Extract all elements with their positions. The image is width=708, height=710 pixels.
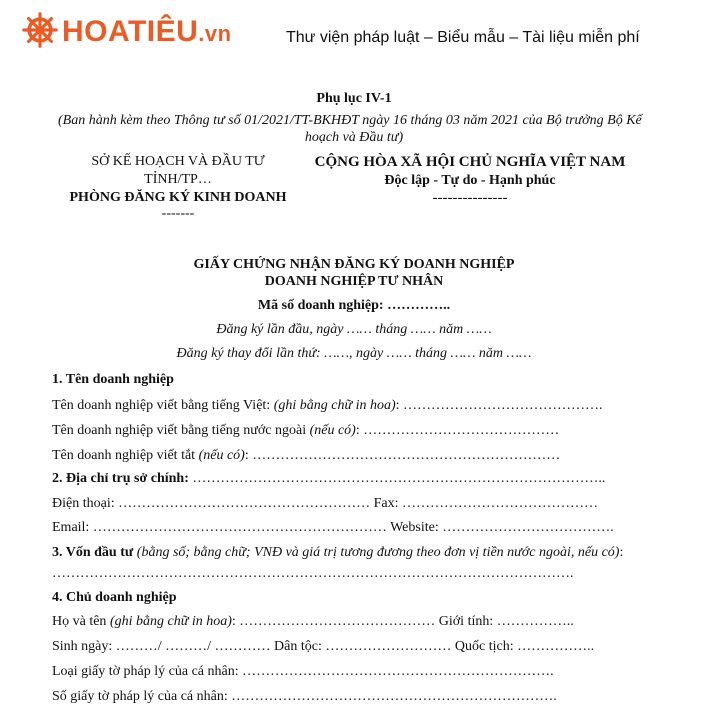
national-motto-block xyxy=(300,153,640,206)
name-abbrev-line: Tên doanh nghiệp viết tắt (nếu có): ………………………………………………………… xyxy=(52,448,561,463)
country-name: CỘNG HÒA XÃ HỘI CHỦ NGHĨA VIỆT NAM xyxy=(314,154,626,170)
site-tagline: Thư viện pháp luật – Biểu mẫu – Tài liệu miễn phí xyxy=(286,29,640,46)
issued-by-line-2: hoạch và Đầu tư) xyxy=(304,130,404,145)
certificate-title-line-1: GIẤY CHỨNG NHẬN ĐĂNG KÝ DOANH NGHIỆP xyxy=(193,257,515,272)
name-foreign-line: Tên doanh nghiệp viết bằng tiếng nước ngoài (nếu có): …………………………………… xyxy=(52,423,560,438)
authority-divider: ------- xyxy=(161,206,195,221)
id-type-line: Loại giấy tờ pháp lý của cá nhân: …………………………………………………………. xyxy=(52,664,554,679)
owner-birth-line: Sinh ngày: ………/ ………/ ………… Dân tộc: ……………………… Quốc tịch: …………….. xyxy=(52,639,595,654)
name-vietnamese-line: Tên doanh nghiệp viết bằng tiếng Việt: (ghi bằng chữ in hoa): ……………………………………. xyxy=(52,398,603,413)
ship-wheel-icon xyxy=(22,12,58,53)
motto: Độc lập - Tự do - Hạnh phúc xyxy=(384,173,556,188)
authority-department: SỞ KẾ HOẠCH VÀ ĐẦU TƯ xyxy=(91,154,265,169)
certificate-title-line-2: DOANH NGHIỆP TƯ NHÂN xyxy=(264,274,444,289)
authority-office: PHÒNG ĐĂNG KÝ KINH DOANH xyxy=(69,190,287,205)
motto-divider: --------------- xyxy=(432,190,508,206)
site-header xyxy=(0,0,708,80)
id-number-line: Số giấy tờ pháp lý của cá nhân: ……………………………………………………………. xyxy=(52,689,557,704)
certificate-title xyxy=(0,256,708,290)
section-1-title: 1. Tên doanh nghiệp xyxy=(52,372,174,387)
owner-name-line: Họ và tên (ghi bằng chữ in hoa): …………………………………… Giới tính: …………….. xyxy=(52,614,574,629)
appendix-label: Phụ lục IV-1 xyxy=(316,91,392,106)
section-3-title: 3. Vốn đầu tư (bằng số; bằng chữ; VNĐ và giá trị tương đương theo đơn vị tiền nước ngoài, nếu có): xyxy=(52,545,624,560)
authority-block xyxy=(58,153,298,221)
investment-dots-line: …………………………………………………………………………………………………. xyxy=(52,566,574,581)
email-website-line: Email: ……………………………………………………… Website: ………………………………. xyxy=(52,520,614,535)
phone-fax-line: Điện thoại: ……………………………………………… Fax: …………………………………… xyxy=(52,496,598,511)
authority-province: TỈNH/TP… xyxy=(144,172,212,187)
section-2-title: 2. Địa chỉ trụ sở chính: …………………………………………………………………………….. xyxy=(52,471,606,486)
first-registration: Đăng ký lần đầu, ngày …… tháng …… năm …… xyxy=(216,322,492,337)
hoatieu-logo[interactable] xyxy=(22,12,232,53)
issued-by-line-1: (Ban hành kèm theo Thông tư số 01/2021/TT-BKHĐT ngày 16 tháng 03 năm 2021 của Bộ trưởng Bộ Kế xyxy=(58,113,642,128)
enterprise-code: Mã số doanh nghiệp: ………….. xyxy=(257,298,451,313)
change-registration: Đăng ký thay đổi lần thứ: ……, ngày …… tháng …… năm …… xyxy=(176,346,532,361)
section-4-title: 4. Chủ doanh nghiệp xyxy=(52,590,177,605)
logo-wordmark: HOATIÊU.vn xyxy=(62,14,232,48)
